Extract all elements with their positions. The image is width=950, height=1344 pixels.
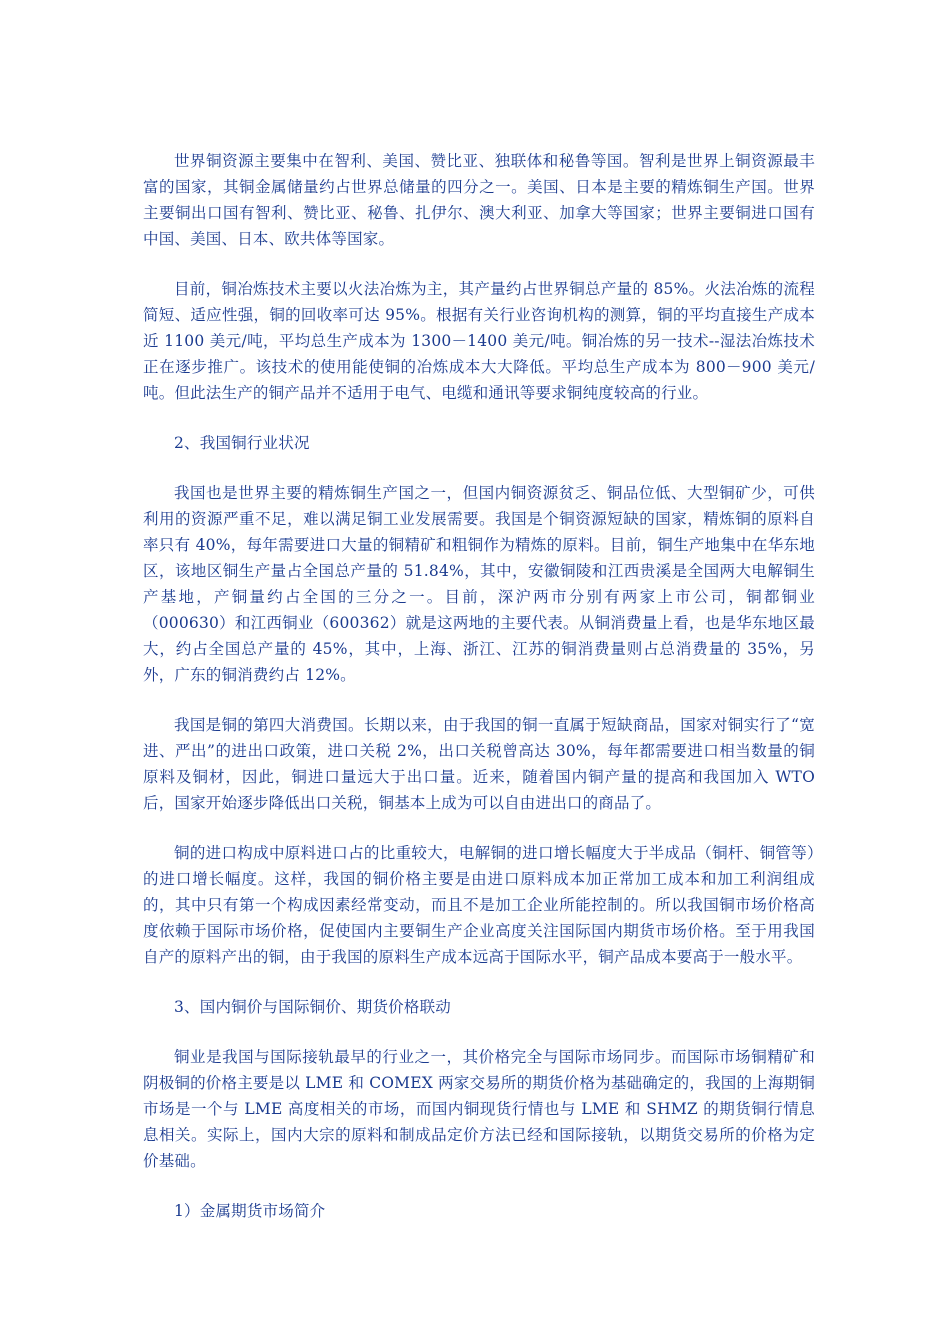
paragraph-smelting-technology: 目前，铜冶炼技术主要以火法冶炼为主，其产量约占世界铜总产量的 85%。火法冶炼的流程简短、适应性强，铜的回收率可达 95%。根据有关行业咨询机构的测算，铜的平均直接生产成本近 1100 美元/吨，平均总生产成本为 1300－1400 美元/吨。铜冶炼的另一技术--湿法冶炼技术正在逐步推广。该技术的使用能使铜的冶炼成本大大降低。平均总生产成本为 800－900 美元/吨。但此法生产的铜产品并不适用于电气、电缆和通讯等要求铜纯度较高的行业。: [143, 280, 815, 402]
paragraph-consumption-policy: 我国是铜的第四大消费国。长期以来，由于我国的铜一直属于短缺商品，国家对铜实行了“宽进、严出”的进出口政策，进口关税 2%，出口关税曾高达 30%，每年都需要进口相当数量的铜原料及铜材，因此，铜进口量远大于出口量。近来，随着国内铜产量的提高和我国加入 WTO 后，国家开始逐步降低出口关税，铜基本上成为可以自由进出口的商品了。: [143, 716, 815, 812]
section-heading-price-linkage: 3、国内铜价与国际铜价、期货价格联动: [174, 998, 451, 1016]
paragraph-import-structure: 铜的进口构成中原料进口占的比重较大，电解铜的进口增长幅度大于半成品（铜杆、铜管等）的进口增长幅度。这样，我国的铜价格主要是由进口原料成本加正常加工成本和加工利润组成的，其中只有第一个构成因素经常变动，而且不是加工企业所能控制的。所以我国铜市场价格高度依赖于国际市场价格，促使国内主要铜生产企业高度关注国际国内期货市场价格。至于用我国自产的原料产出的铜，由于我国的原料生产成本远高于国际水平，铜产品成本要高于一般水平。: [143, 844, 815, 966]
section-heading-domestic-industry: 2、我国铜行业状况: [174, 434, 310, 452]
paragraph-world-copper-resources: 世界铜资源主要集中在智利、美国、赞比亚、独联体和秘鲁等国。智利是世界上铜资源最丰富的国家，其铜金属储量约占世界总储量的四分之一。美国、日本是主要的精炼铜生产国。世界主要铜出口国有智利、赞比亚、秘鲁、扎伊尔、澳大利亚、加拿大等国家；世界主要铜进口国有中国、美国、日本、欧共体等国家。: [143, 152, 815, 248]
subsection-heading-futures-market: 1）金属期货市场简介: [174, 1202, 326, 1220]
paragraph-international-pricing: 铜业是我国与国际接轨最早的行业之一，其价格完全与国际市场同步。而国际市场铜精矿和阴极铜的价格主要是以 LME 和 COMEX 两家交易所的期货价格为基础确定的，我国的上海期铜市场是一个与 LME 高度相关的市场，而国内铜现货行情也与 LME 和 SHMZ 的期货铜行情息息相关。实际上，国内大宗的原料和制成品定价方法已经和国际接轨，以期货交易所的价格为定价基础。: [143, 1048, 815, 1170]
paragraph-domestic-production: 我国也是世界主要的精炼铜生产国之一，但国内铜资源贫乏、铜品位低、大型铜矿少，可供利用的资源严重不足，难以满足铜工业发展需要。我国是个铜资源短缺的国家，精炼铜的原料自率只有 40%，每年需要进口大量的铜精矿和粗铜作为精炼的原料。目前，铜生产地集中在华东地区，该地区铜生产量占全国总产量的 51.84%，其中，安徽铜陵和江西贵溪是全国两大电解铜生产基地，产铜量约占全国的三分之一。目前，深沪两市分别有两家上市公司，铜都铜业（000630）和江西铜业（600362）就是这两地的主要代表。从铜消费量上看，也是华东地区最大，约占全国总产量的 45%，其中，上海、浙江、江苏的铜消费量则占总消费量的 35%，另外，广东的铜消费约占 12%。: [143, 484, 815, 684]
document-body: [143, 148, 815, 1248]
